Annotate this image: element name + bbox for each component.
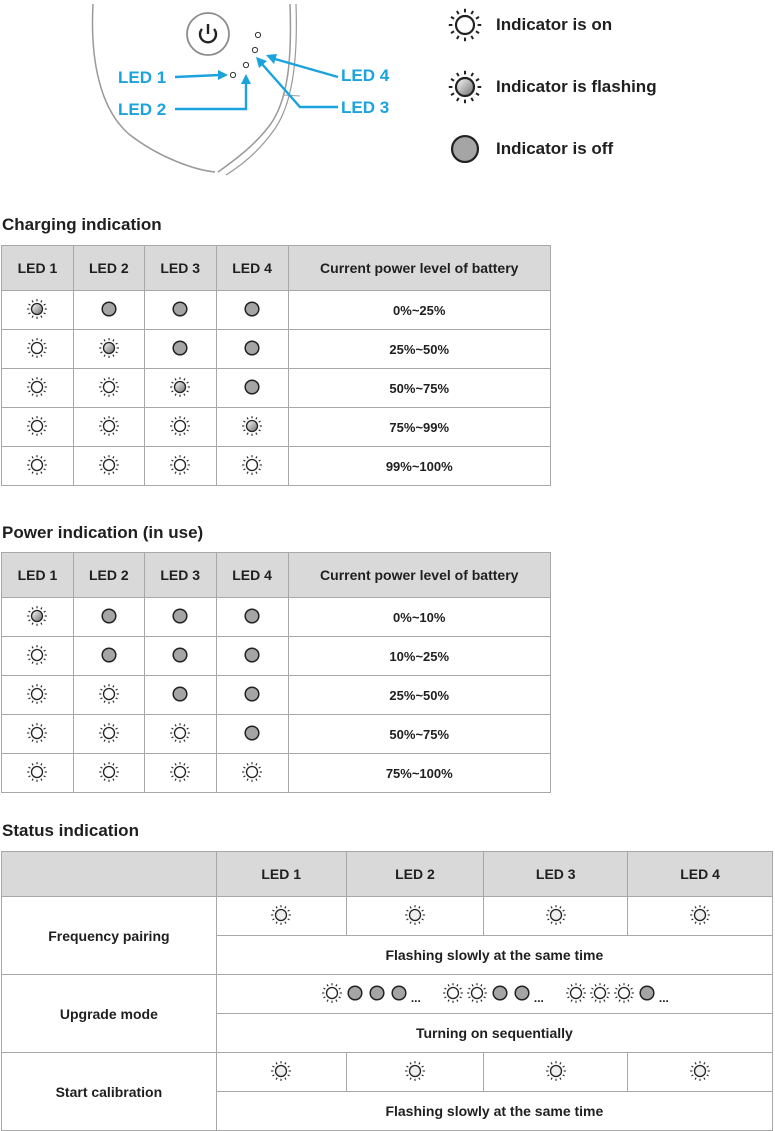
battery-level-cell: 0%~25% <box>288 291 551 330</box>
status-cell <box>346 897 484 936</box>
led-cell <box>73 330 144 369</box>
indicator-on-icon <box>320 982 344 1007</box>
led-cell <box>73 369 144 408</box>
indicator-on-icon <box>612 982 636 1007</box>
status-cell <box>484 897 628 936</box>
table-row <box>2 676 551 715</box>
status-label-frequency-pairing: Frequency pairing <box>2 897 217 975</box>
indicator-on-icon <box>545 904 567 929</box>
indicator-on-icon <box>98 454 120 479</box>
indicator-on-icon <box>98 415 120 440</box>
status-header-led2: LED 2 <box>346 852 484 897</box>
battery-level-cell: 25%~50% <box>288 676 551 715</box>
indicator-on-icon <box>26 644 48 669</box>
led-cell <box>2 408 74 447</box>
indicator-off-icon <box>170 645 190 668</box>
led-sequence-step <box>441 982 544 1007</box>
indicator-off-icon <box>99 606 119 629</box>
table-row <box>2 598 551 637</box>
indicator-off-icon <box>366 983 388 1006</box>
led-cell <box>216 676 288 715</box>
indicator-on-icon <box>447 7 483 43</box>
indicator-on-icon <box>26 722 48 747</box>
indicator-on-icon <box>26 761 48 786</box>
table-row <box>2 408 551 447</box>
status-table <box>1 851 773 1131</box>
indicator-on-icon <box>98 722 120 747</box>
legend-on-label: Indicator is on <box>496 15 613 34</box>
indicator-on-icon <box>270 904 292 929</box>
indicator-on-icon <box>689 904 711 929</box>
legend-off-label: Indicator is off <box>496 139 614 158</box>
battery-level-cell: 75%~99% <box>288 408 551 447</box>
charging-header-led1: LED 1 <box>2 246 74 291</box>
led-cell <box>216 447 288 486</box>
led-cell <box>144 754 216 793</box>
led-cell <box>144 330 216 369</box>
led-cell <box>2 676 74 715</box>
led-cell <box>144 291 216 330</box>
indicator-off-icon <box>242 684 262 707</box>
indicator-on-icon <box>241 454 263 479</box>
led-cell <box>2 715 74 754</box>
charging-title: Charging indication <box>2 215 162 234</box>
power-header-led4: LED 4 <box>216 553 288 598</box>
power-title: Power indication (in use) <box>2 523 204 542</box>
led-cell <box>216 291 288 330</box>
table-row <box>2 447 551 486</box>
status-header-led4: LED 4 <box>628 852 773 897</box>
led-cell <box>144 447 216 486</box>
indicator-flashing-icon <box>26 605 48 630</box>
indicator-off-icon <box>242 606 262 629</box>
indicator-off-icon <box>242 299 262 322</box>
indicator-off-icon <box>170 338 190 361</box>
charging-header-led4: LED 4 <box>216 246 288 291</box>
led1-callout: LED 1 <box>118 68 167 87</box>
indicator-off-icon <box>511 983 533 1006</box>
indicator-flashing-icon <box>241 415 263 440</box>
table-row <box>2 637 551 676</box>
status-cell <box>346 1053 484 1092</box>
indicator-off-icon <box>242 723 262 746</box>
led-cell <box>144 715 216 754</box>
indicator-off-icon <box>242 645 262 668</box>
indicator-on-icon <box>588 982 612 1007</box>
led-cell <box>2 754 74 793</box>
battery-level-cell: 25%~50% <box>288 330 551 369</box>
indicator-off-icon <box>170 684 190 707</box>
indicator-flashing-icon <box>98 337 120 362</box>
indicator-on-icon <box>26 415 48 440</box>
table-row <box>2 754 551 793</box>
led-cell <box>2 598 74 637</box>
status-note-frequency-pairing: Flashing slowly at the same time <box>216 936 772 975</box>
status-header-led1: LED 1 <box>216 852 346 897</box>
indicator-off-icon <box>242 377 262 400</box>
status-label-upgrade-mode: Upgrade mode <box>2 975 217 1053</box>
power-header-led3: LED 3 <box>144 553 216 598</box>
power-button-illustration <box>187 13 229 55</box>
power-header-level: Current power level of battery <box>288 553 551 598</box>
table-row <box>2 291 551 330</box>
charging-table <box>1 245 551 486</box>
indicator-off-icon <box>99 645 119 668</box>
ellipsis: ... <box>658 991 669 1005</box>
power-header-led2: LED 2 <box>73 553 144 598</box>
led-cell <box>73 447 144 486</box>
status-cell <box>216 897 346 936</box>
indicator-on-icon <box>689 1060 711 1085</box>
indicator-on-icon <box>169 415 191 440</box>
led-cell <box>216 715 288 754</box>
table-row <box>2 715 551 754</box>
charging-header-level: Current power level of battery <box>288 246 551 291</box>
indicator-off-icon <box>170 606 190 629</box>
led-cell <box>144 408 216 447</box>
indicator-on-icon <box>441 982 465 1007</box>
indicator-off-icon <box>636 983 658 1006</box>
indicator-off-icon <box>447 131 483 167</box>
upgrade-sequence <box>216 975 772 1014</box>
power-header-led1: LED 1 <box>2 553 74 598</box>
led-cell <box>2 291 74 330</box>
led-cell <box>73 715 144 754</box>
indicator-off-icon <box>170 299 190 322</box>
indicator-flashing-icon <box>447 69 483 105</box>
status-label-start-calibration: Start calibration <box>2 1053 217 1131</box>
battery-level-cell: 75%~100% <box>288 754 551 793</box>
led2-callout: LED 2 <box>118 100 167 119</box>
indicator-on-icon <box>98 761 120 786</box>
led-cell <box>73 676 144 715</box>
indicator-on-icon <box>26 683 48 708</box>
device-diagram <box>0 0 775 190</box>
ellipsis: ... <box>533 991 544 1005</box>
indicator-on-icon <box>564 982 588 1007</box>
led-sequence-step <box>564 982 669 1007</box>
status-note-start-calibration: Flashing slowly at the same time <box>216 1092 772 1131</box>
indicator-on-icon <box>26 454 48 479</box>
status-cell <box>216 1053 346 1092</box>
led-cell <box>216 598 288 637</box>
led-cell <box>144 676 216 715</box>
indicator-off-icon <box>489 983 511 1006</box>
indicator-flashing-icon <box>26 298 48 323</box>
led-cell <box>73 408 144 447</box>
led4-callout: LED 4 <box>341 66 390 85</box>
indicator-on-icon <box>404 1060 426 1085</box>
indicator-on-icon <box>270 1060 292 1085</box>
status-cell <box>484 1053 628 1092</box>
led-cell <box>144 598 216 637</box>
indicator-on-icon <box>241 761 263 786</box>
led-cell <box>216 330 288 369</box>
indicator-on-icon <box>545 1060 567 1085</box>
battery-level-cell: 99%~100% <box>288 447 551 486</box>
indicator-on-icon <box>26 337 48 362</box>
led-cell <box>73 637 144 676</box>
indicator-off-icon <box>99 299 119 322</box>
led-cell <box>2 637 74 676</box>
charging-header-led2: LED 2 <box>73 246 144 291</box>
battery-level-cell: 0%~10% <box>288 598 551 637</box>
led-cell <box>216 369 288 408</box>
led-cell <box>73 598 144 637</box>
indicator-on-icon <box>98 376 120 401</box>
status-header-blank <box>2 852 217 897</box>
battery-level-cell: 50%~75% <box>288 715 551 754</box>
status-header-led3: LED 3 <box>484 852 628 897</box>
led-cell <box>73 754 144 793</box>
legend-flashing-label: Indicator is flashing <box>496 77 657 96</box>
indicator-off-icon <box>344 983 366 1006</box>
status-title: Status indication <box>2 821 139 840</box>
indicator-on-icon <box>169 454 191 479</box>
indicator-on-icon <box>26 376 48 401</box>
led-sequence-step <box>320 982 421 1007</box>
led-cell <box>2 369 74 408</box>
status-note-upgrade-mode: Turning on sequentially <box>216 1014 772 1053</box>
led-cell <box>2 447 74 486</box>
power-table <box>1 552 551 793</box>
battery-level-cell: 10%~25% <box>288 637 551 676</box>
indicator-off-icon <box>388 983 410 1006</box>
table-row <box>2 330 551 369</box>
led3-callout: LED 3 <box>341 98 390 117</box>
led-cell <box>144 369 216 408</box>
indicator-on-icon <box>169 761 191 786</box>
charging-header-led3: LED 3 <box>144 246 216 291</box>
led-cell <box>73 291 144 330</box>
indicator-on-icon <box>404 904 426 929</box>
indicator-on-icon <box>98 683 120 708</box>
indicator-on-icon <box>465 982 489 1007</box>
led-cell <box>216 637 288 676</box>
battery-level-cell: 50%~75% <box>288 369 551 408</box>
indicator-flashing-icon <box>169 376 191 401</box>
led-cell <box>2 330 74 369</box>
led-cell <box>216 754 288 793</box>
table-row <box>2 369 551 408</box>
status-cell <box>628 897 773 936</box>
indicator-on-icon <box>169 722 191 747</box>
led-cell <box>216 408 288 447</box>
indicator-off-icon <box>242 338 262 361</box>
status-cell <box>628 1053 773 1092</box>
led-cell <box>144 637 216 676</box>
ellipsis: ... <box>410 991 421 1005</box>
